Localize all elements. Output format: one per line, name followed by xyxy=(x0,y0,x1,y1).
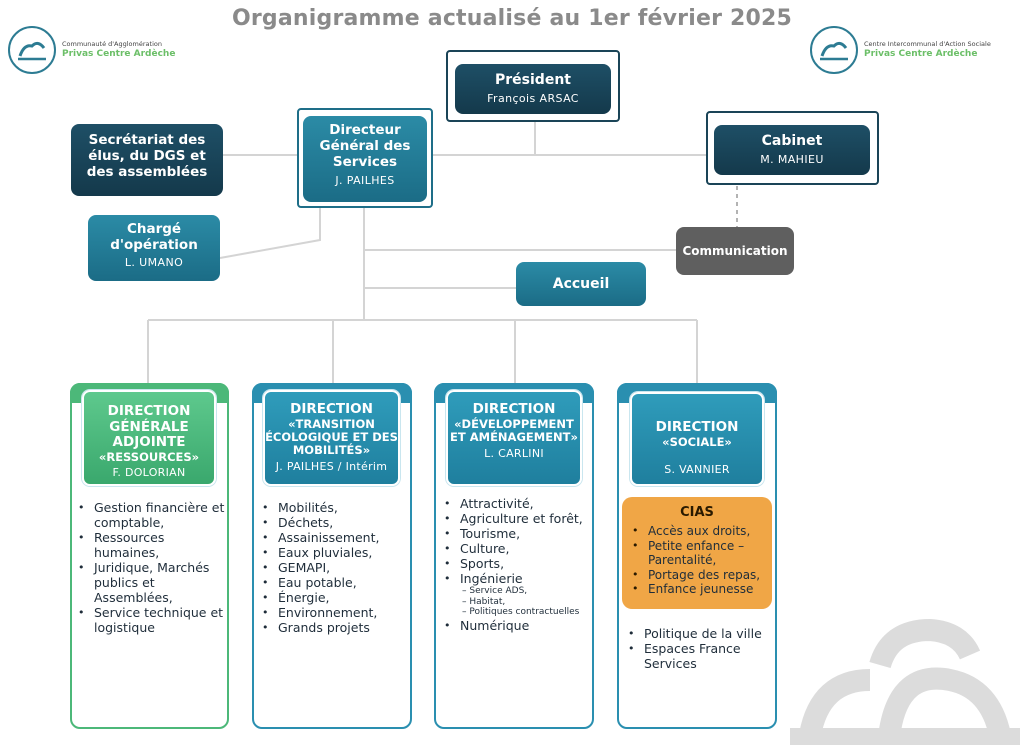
list-item: • Attractivité, xyxy=(440,496,592,511)
list-item: • Agriculture et forêt, xyxy=(440,511,592,526)
direction-subtitle: «SOCIALE» xyxy=(662,434,732,449)
president-box xyxy=(455,64,611,114)
list-item: • GEMAPI, xyxy=(258,560,410,575)
direction-person: J. PAILHES / Intérim xyxy=(275,460,388,474)
dgs-title: Directeur Général des Services xyxy=(319,122,411,171)
secretariat-box xyxy=(71,124,223,196)
list-item: • Portage des repas, xyxy=(628,568,766,583)
cabinet-name: M. MAHIEU xyxy=(760,152,824,166)
list-item: • Numérique xyxy=(440,618,592,633)
dgs-name: J. PAILHES xyxy=(335,173,395,187)
list-item: • Sports, xyxy=(440,556,592,571)
accueil-box xyxy=(516,262,646,306)
president-name: François ARSAC xyxy=(487,91,579,105)
direction-sociale-header xyxy=(630,392,764,486)
direction-title: DIRECTION xyxy=(655,419,739,435)
watermark-logo-icon xyxy=(790,610,1020,745)
president-title: Président xyxy=(495,72,571,88)
list-item-label: Ingénierie xyxy=(460,571,523,586)
logo-subtitle: Communauté d'Agglomération xyxy=(62,40,162,49)
direction-person: L. CARLINI xyxy=(484,446,544,460)
logo-name: Privas Centre Ardèche xyxy=(62,48,176,59)
charge-title: Chargé d'opération xyxy=(110,221,198,254)
sub-item: – Habitat, xyxy=(462,596,506,607)
charge-operation-box xyxy=(88,215,220,281)
list-item: • Assainissement, xyxy=(258,530,410,545)
list-item: • Mobilités, xyxy=(258,500,410,515)
cabinet-frame xyxy=(706,111,879,185)
direction-developpement-list xyxy=(440,496,592,633)
charge-name: L. UMANO xyxy=(124,256,184,270)
logo-subtitle: Centre Intercommunal d'Action Sociale xyxy=(864,40,991,49)
list-item xyxy=(440,571,592,618)
cias-box xyxy=(622,497,772,609)
list-item: • Tourisme, xyxy=(440,526,592,541)
direction-transition-list xyxy=(258,500,410,635)
direction-person: S. VANNIER xyxy=(664,462,730,476)
cias-list xyxy=(628,524,766,597)
list-item: • Grands projets xyxy=(258,620,410,635)
list-item: • Gestion financière et comptable, xyxy=(74,500,226,530)
list-item: • Énergie, xyxy=(258,590,410,605)
list-item: • Ressources humaines, xyxy=(74,530,226,560)
direction-subtitle: «RESSOURCES» xyxy=(98,449,200,464)
logo-name: Privas Centre Ardèche xyxy=(864,48,978,59)
direction-ressources-list xyxy=(74,500,226,635)
list-item: • Espaces France Services xyxy=(624,641,776,671)
ingenierie-sublist xyxy=(462,586,592,618)
list-item: • Petite enfance – Parentalité, xyxy=(628,539,766,568)
list-item: • Culture, xyxy=(440,541,592,556)
direction-transition-header xyxy=(263,390,400,486)
list-item: • Service technique et logistique xyxy=(74,605,226,635)
direction-developpement-header xyxy=(446,390,582,486)
direction-title: DIRECTION xyxy=(290,401,373,417)
logo-icon xyxy=(8,26,56,74)
page-title: Organigramme actualisé au 1er février 2025 xyxy=(231,6,793,31)
cabinet-title: Cabinet xyxy=(761,133,823,149)
list-item: • Eau potable, xyxy=(258,575,410,590)
cias-title: CIAS xyxy=(680,505,714,520)
direction-subtitle: «TRANSITION ÉCOLOGIQUE ET DES MOBILITÉS» xyxy=(265,416,398,457)
list-item: • Juridique, Marchés publics et Assemblées, xyxy=(74,560,226,605)
logo-agglomeration xyxy=(8,26,175,74)
list-item: • Environnement, xyxy=(258,605,410,620)
cabinet-box xyxy=(714,125,870,175)
list-item: • Accès aux droits, xyxy=(628,524,766,539)
list-item: • Eaux pluviales, xyxy=(258,545,410,560)
accueil-title: Accueil xyxy=(552,275,610,292)
logo-cias xyxy=(810,26,991,74)
direction-title: DIRECTION GÉNÉRALE ADJOINTE xyxy=(107,403,191,451)
president-frame xyxy=(446,50,620,122)
direction-title: DIRECTION xyxy=(472,401,556,417)
direction-ressources-header xyxy=(82,390,216,486)
list-item: • Politique de la ville xyxy=(624,626,776,641)
communication-box: Communication xyxy=(676,227,794,275)
list-item: • Déchets, xyxy=(258,515,410,530)
direction-subtitle: «DÉVELOPPEMENT ET AMÉNAGEMENT» xyxy=(450,416,578,444)
sub-item: – Politiques contractuelles xyxy=(462,607,580,617)
dgs-box xyxy=(303,116,427,202)
list-item: • Enfance jeunesse xyxy=(628,582,766,597)
sub-item: – Service ADS, xyxy=(462,586,528,596)
logo-icon xyxy=(810,26,858,74)
direction-person: F. DOLORIAN xyxy=(112,465,186,479)
direction-sociale-list xyxy=(624,626,776,671)
secretariat-title: Secrétariat des élus, du DGS et des assemblées xyxy=(86,132,208,181)
dgs-frame xyxy=(297,108,433,208)
